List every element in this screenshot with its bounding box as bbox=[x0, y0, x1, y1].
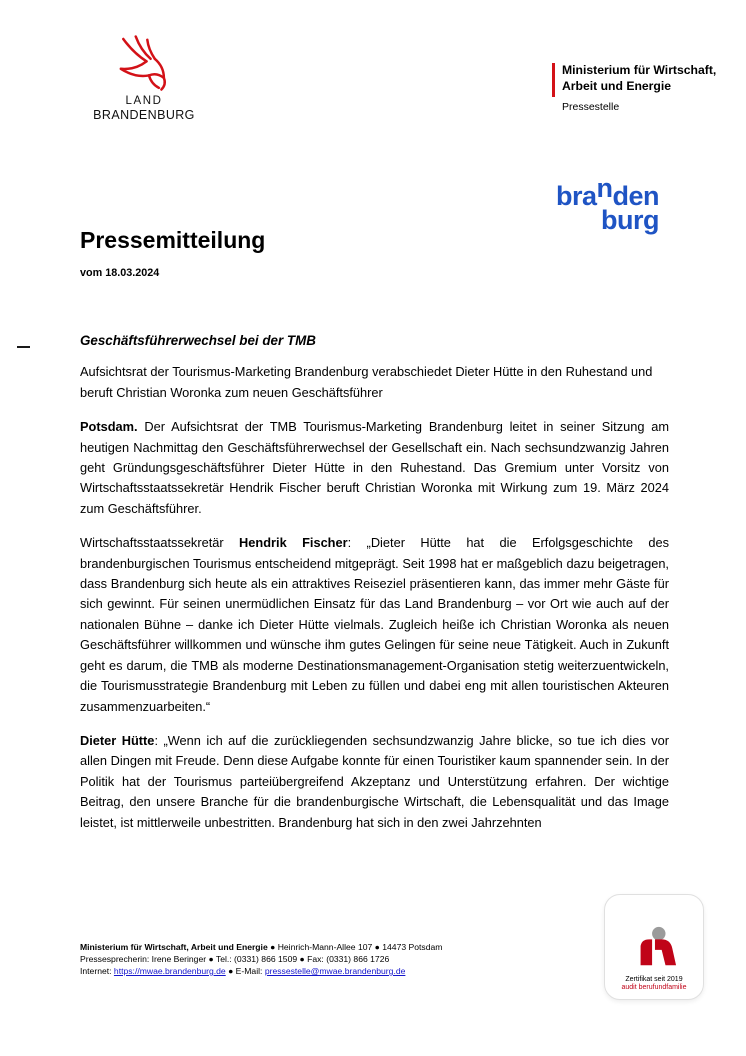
footer-link[interactable]: pressestelle@mwae.brandenburg.de bbox=[264, 966, 406, 976]
certificate-badge bbox=[604, 894, 704, 1000]
date-line: vom 18.03.2024 bbox=[80, 267, 160, 279]
wordmark-line2: burg bbox=[601, 205, 660, 235]
fold-mark bbox=[17, 346, 30, 348]
ministry-name-line2: Arbeit und Energie bbox=[562, 79, 672, 93]
logo-text-land: LAND bbox=[125, 95, 163, 107]
page-title: Pressemitteilung bbox=[80, 227, 266, 253]
footer-link[interactable]: https://mwae.brandenburg.de bbox=[113, 966, 226, 976]
land-brandenburg-logo bbox=[82, 34, 206, 122]
body-paragraph: Wirtschaftsstaatssekretär Hendrik Fischer: „Dieter Hütte hat die Erfolgsgeschichte des brandenburgischen Tourismus entscheidend mitgeprägt. Seit 1998 hat er maßgeblich dazu beigetragen, dass Brandenburg sich heute als ein attraktives Reiseziel präsentieren kann, das immer mehr Gäste für sich gewinnt. Für seinen unermüdlichen Einsatz für das Land Brandenburg – vor Ort wie auch auf der nationalen Bühne – danke ich Dieter Hütte vielmals. Zugleich heiße ich Christian Woronka als neuen Geschäftsführer willkommen und wünsche ihm gutes Gelingen für seine neue Tätigkeit. Auch in Zukunft geht es darum, die TMB als moderne Destinationsmanagement-Organisation stetig weiterzuentwickeln, die Tourismusstrategie Brandenburg mit Leben zu füllen und dabei eng mit allen touristischen Akteuren zusammenzuarbeiten.“ bbox=[80, 535, 669, 714]
footer-line: Ministerium für Wirtschaft, Arbeit und Energie ● Heinrich-Mann-Allee 107 ● 14473 Potsdam bbox=[80, 942, 443, 952]
ministry-department: Pressestelle bbox=[562, 101, 620, 113]
certificate-year: Zertifikat seit 2019 bbox=[625, 976, 683, 983]
wordmark-part-den: den bbox=[612, 181, 660, 211]
footer-line: Pressesprecherin: Irene Beringer ● Tel.: (0331) 866 1509 ● Fax: (0331) 866 1726 bbox=[80, 954, 390, 964]
body-paragraph: Dieter Hütte: „Wenn ich auf die zurückliegenden sechsundzwanzig Jahre blicke, so tue ich dies vor allen Dingen mit Freude. Denn diese Aufgabe konnte für einen Touristiker kaum spannender sein. In der Politik hat der Tourismus parteiübergreifend Akzeptanz und Unterstützung erfahren. Der wichtige Beitrag, den unsere Branche für die brandenburgische Wirtschaft, die Lebensqualität und das Image leistet, ist mittlerweile unbestritten. Brandenburg hat sich in den zwei Jahrzehnten bbox=[80, 732, 669, 830]
red-eagle-icon bbox=[104, 34, 184, 92]
wordmark-raised-n: n bbox=[596, 173, 613, 203]
main-content bbox=[80, 331, 669, 833]
ministry-text-block bbox=[562, 62, 716, 113]
footer-contact bbox=[80, 941, 442, 977]
body-paragraph: Potsdam. Der Aufsichtsrat der TMB Tourismus-Marketing Brandenburg leitet in seiner Sitzung am heutigen Nachmittag den Geschäftsführerwechsel der Gesellschaft ein. Nach sechsundzwanzig Jahren geht Gründungsgeschäftsführer Dieter Hütte in den Ruhestand. Das Gremium unter Vorsitz von Wirtschaftsstaatssekretär Hendrik Fischer beruft Christian Woronka mit Wirkung zum 19. März 2024 zum Geschäftsführer. bbox=[80, 419, 669, 516]
ministry-header bbox=[552, 62, 716, 113]
lead-paragraph: Aufsichtsrat der Tourismus-Marketing Brandenburg verabschiedet Dieter Hütte in den Ruhestand und beruft Christian Woronka zum neuen Geschäftsführer bbox=[80, 364, 653, 400]
logo-text-brandenburg: BRANDENBURG bbox=[93, 108, 195, 122]
wordmark-part-bra: bra bbox=[556, 181, 597, 211]
body-paragraphs bbox=[80, 417, 669, 833]
headline: Geschäftsführerwechsel bei der TMB bbox=[80, 333, 316, 348]
certificate-name: audit berufundfamilie bbox=[621, 984, 687, 991]
audit-berufundfamilie-icon bbox=[631, 924, 677, 970]
brandenburg-wordmark bbox=[556, 173, 660, 235]
footer-line: Internet: https://mwae.brandenburg.de ● E-Mail: pressestelle@mwae.brandenburg.de bbox=[80, 966, 406, 976]
ministry-name-line1: Ministerium für Wirtschaft, bbox=[562, 63, 717, 77]
ministry-accent-bar bbox=[552, 63, 555, 97]
